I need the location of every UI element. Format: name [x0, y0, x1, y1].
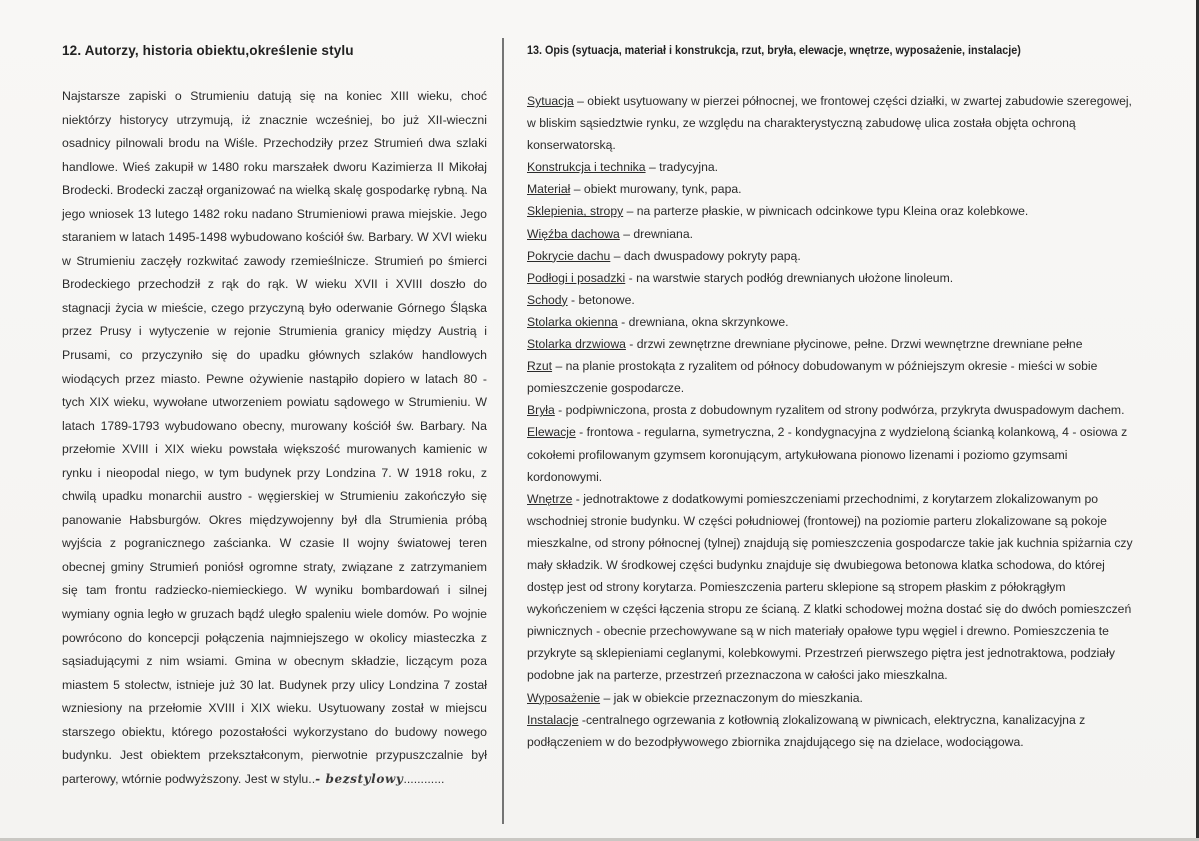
term-label: Wnętrze	[527, 491, 573, 506]
section-13-heading: 13. Opis (sytuacja, materiał i konstrukcja, rzut, bryła, elewacje, wnętrze, wyposażenie, instalacje)	[527, 44, 1021, 57]
term-description: – tradycyjna.	[645, 160, 719, 175]
term-description: - betonowe.	[567, 292, 635, 307]
term-description: - frontowa - regularna, symetryczna, 2 - kondygnacyjna z wydzieloną ścianką kolankową, 4 - osiowa z cokołemi profilowanym gzymsem koronującym, artykułowana pionowo lizenami i poziomo gzymsami kordonowymi.	[527, 425, 1128, 484]
term-description: - drzwi zewnętrzne drewniane płycinowe, pełne. Drzwi wewnętrzne drewniane pełne	[625, 337, 1083, 352]
description-item-sytuacja	[527, 90, 1139, 156]
term-description: – jak w obiekcie przeznaczonym do mieszkania.	[600, 690, 863, 705]
description-item-stolarka-okienna	[527, 311, 1139, 333]
term-description: – obiekt murowany, tynk, papa.	[570, 182, 742, 197]
style-line	[165, 772, 444, 786]
term-label: Stolarka okienna	[527, 314, 618, 329]
term-description: - jednotraktowe z dodatkowymi pomieszczeniami przechodnimi, z korytarzem zlokalizowanym po wschodniej stronie budynku. W części południowej (frontowej) na poziomie parteru zlokalizowane są pokoje mieszkalne, od strony północnej (tylnej) znajdują się pomieszczenia gospodarcze takie jak kuchnia spiżarnia czy mały składzik. W środkowej części budynku znajduje się dwubiegowa betonowa klatka schodowa, do której dostęp jest od strony korytarza. Pomieszczenia parteru sklepione są stropem płaskim z półokrągłym wykończeniem w części łączenia stropu ze ścianą. Z klatki schodowej można dostać się do dwóch pomieszczeń piwnicznych - obecnie przechowywane są w nich materiały opałowe typu węgiel i drewno. Pomieszczenia te przykryte są sklepieniami ceglanymi, kolebkowymi. Przestrzeń pierwszego piętra jest jednotraktowa, podziały podobne jak na parterze, przestrzeń przeznaczona w całości jako mieszkalna.	[527, 491, 1133, 683]
description-item-podlogi	[527, 267, 1139, 289]
left-column	[62, 40, 487, 791]
description-item-rzut	[527, 355, 1139, 399]
description-item-konstrukcja	[527, 156, 1139, 178]
term-label: Instalacje	[527, 712, 579, 727]
section-12-heading: 12. Autorzy, historia obiektu,określenie stylu	[62, 43, 354, 58]
term-description: – drewniana.	[619, 226, 693, 241]
description-item-material	[527, 178, 1139, 200]
history-text: Najstarsze zapiski o Strumieniu datują się na koniec XIII wieku, choć niektórzy historycy utrzymują, iż znacznie wcześniej, bo już XII-wieczni osadnicy pilnowali brodu na Wiśle. Przechodziły przez Strumień dwa szlaki handlowe. Wieś zakupił w 1480 roku marszałek dworu Kazimierza II Mikołaj Brodecki. Brodecki zaczął organizować na wielką skalę gospodarkę rybną. Na jego wniosek 13 lutego 1482 roku nadano Strumieniowi prawa miejskie. Jego staraniem w latach 1495-1498 wybudowano kościół św. Barbary. W XVI wieku w Strumieniu zaczęły rozkwitać zawody rzemieślnicze. Strumień po śmierci Brodeckiego przechodził z rąk do rąk. W wieku XVII i XVIII doszło do stagnacji życia w mieście, czego przyczyną było oderwanie Górnego Śląska przez Prusy i wytyczenie w rejonie Strumienia granicy między Austrią i Prusami, co przyczyniło się do upadku głównych szlaków handlowych wiodących przez miasto. Pewne ożywienie nastąpiło dopiero w latach 80 - tych XIX wieku, wywołane utworzeniem powiatu sądowego w Strumieniu. W latach 1789-1793 wybudowano obecny, murowany kościół św. Barbary. Na przełomie XVIII i XIX wieku powstała większość murowanych kamienic w rynku i nieopodal niego, w tym budynek przy Londzina 7. W 1918 roku, z chwilą upadku monarchii austro - węgierskiej w Strumieniu zakończyło się panowanie Habsburgów. Okres międzywojenny był dla Strumienia próbą wyjścia z pogranicznego zaścianka. W czasie II wojny światowej teren obecnej gminy Strumień poniósł ogromne straty, związane z zatrzymaniem się tam frontu radziecko-niemieckiego. W wyniku bombardowań i silnej wymiany ognia legło w gruzach bądź uległo spaleniu wiele domów. Po wojnie powrócono do koncepcji połączenia najmniejszego w okolicy miasteczka z sąsiadującymi z nim wsiami. Gmina w obecnym składzie, liczącym poza miastem 5 stolectw, istnieje już 30 lat. Budynek przy ulicy Londzina 7 został wzniesiony na przełomie XVIII i XIX wieku. Usytuowany został w miejscu starszego obiektu, którego pozostałości wykorzystano do budowy nowego budynku. Jest obiektem przekształconym, pierwotnie przypuszczalnie był parterowy, wtórnie	[62, 89, 487, 786]
style-prefix: podwyższony. Jest w stylu..	[164, 771, 316, 786]
term-label: Bryła	[527, 403, 555, 418]
term-description: – na parterze płaskie, w piwnicach odcinkowe typu Kleina oraz kolebkowe.	[623, 204, 1029, 219]
history-paragraph	[62, 85, 487, 791]
right-column	[527, 40, 1139, 753]
term-label: Sklepienia, stropy	[527, 204, 624, 219]
description-item-pokrycie	[527, 245, 1139, 267]
term-label: Podłogi i posadzki	[527, 270, 626, 285]
description-item-instalacje	[527, 709, 1139, 753]
term-description: - na warstwie starych podłóg drewnianych ułożone linoleum.	[625, 270, 954, 285]
description-item-wnetrze	[527, 488, 1139, 687]
term-label: Pokrycie dachu	[527, 248, 611, 263]
handwritten-style-entry: - bezstylowy	[315, 771, 404, 786]
term-label: Wyposażenie	[527, 690, 601, 705]
description-item-stolarka-drzwiowa	[527, 333, 1139, 355]
style-suffix: ............	[403, 771, 445, 786]
term-label: Elewacje	[527, 425, 576, 440]
description-item-bryla	[527, 399, 1139, 421]
term-description: – obiekt usytuowany w pierzei północnej, we frontowej części działki, w zwartej zabudowie szeregowej, w bliskim sąsiedztwie rynku, ze względu na charakterystyczną zabudowę ulica została objęta ochroną konserwatorską.	[527, 94, 1132, 153]
term-label: Więźba dachowa	[527, 226, 620, 241]
term-label: Konstrukcja i technika	[527, 160, 646, 175]
description-item-wyposazenie	[527, 687, 1139, 709]
term-label: Rzut	[527, 359, 553, 374]
description-item-elewacje	[527, 421, 1139, 487]
term-description: - podpiwniczona, prosta z dobudownym ryzalitem od strony podwórza, przykryta dwuspadowym dachem.	[554, 403, 1125, 418]
term-label: Stolarka drzwiowa	[527, 337, 626, 352]
term-label: Materiał	[527, 182, 571, 197]
description-list	[527, 90, 1139, 753]
description-item-wiezba	[527, 223, 1139, 245]
term-description: -centralnego ogrzewania z kotłownią zlokalizowaną w piwnicach, elektryczna, kanalizacyjna z podłączeniem w do bezodpływowego zbiornika znajdującego się na dzielace, wodociągowa.	[527, 712, 1086, 749]
term-label: Sytuacja	[527, 94, 574, 108]
term-description: – na planie prostokąta z ryzalitem od północy dobudowanym w późniejszym okresie - mieści w sobie pomieszczenie gospodarcze.	[527, 359, 1098, 396]
column-divider	[502, 38, 504, 824]
term-description: – dach dwuspadowy pokryty papą.	[610, 248, 801, 263]
description-item-schody	[527, 289, 1139, 311]
term-description: - drewniana, okna skrzynkowe.	[617, 314, 789, 329]
term-label: Schody	[527, 292, 568, 307]
description-item-sklepienia	[527, 200, 1139, 222]
